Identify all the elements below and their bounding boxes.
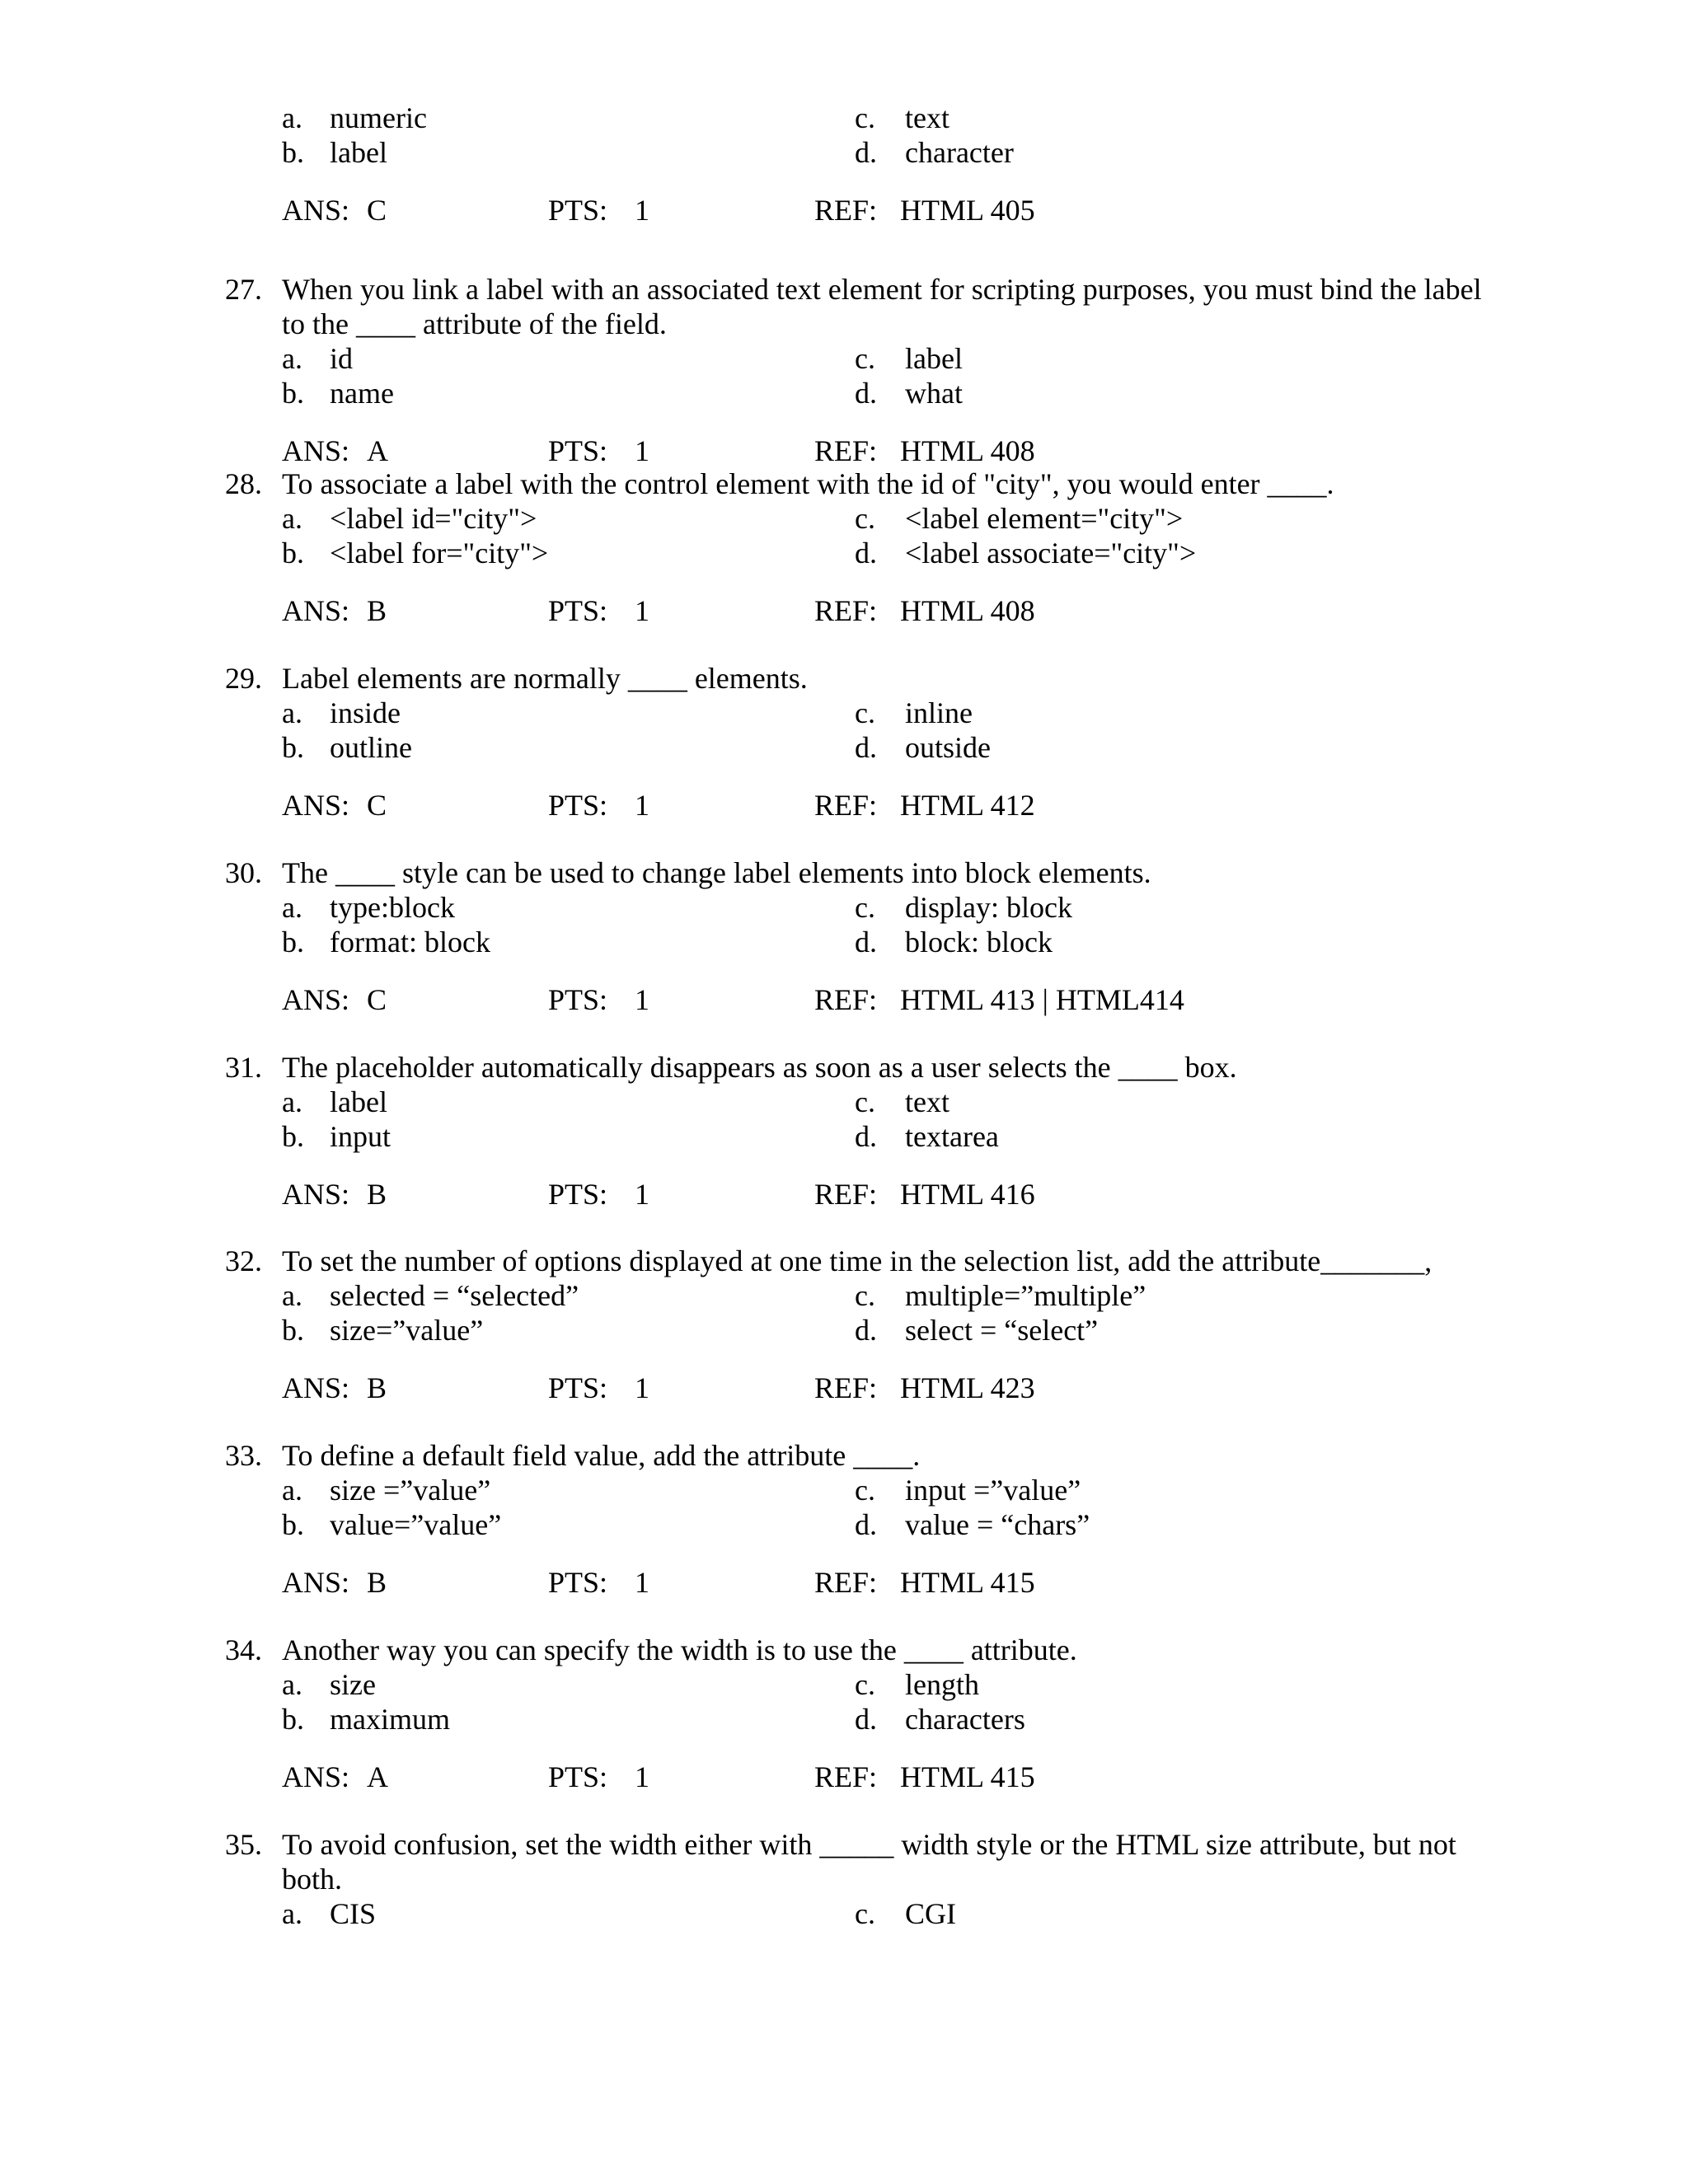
option-letter: c. [855, 1279, 875, 1312]
reference-label: REF: [814, 194, 878, 227]
option-text: value=”value” [330, 1508, 502, 1541]
option-text: type:block [330, 891, 455, 924]
points-label: PTS: [548, 1760, 608, 1793]
answer-label: ANS: [282, 434, 350, 467]
reference-value: HTML 415 [900, 1566, 1035, 1599]
option-text: format: block [330, 926, 490, 958]
option-text: id [330, 342, 354, 375]
answer-value: A [367, 434, 388, 467]
points-label: PTS: [548, 194, 608, 227]
reference-value: HTML 405 [900, 194, 1035, 227]
points-label: PTS: [548, 789, 608, 822]
question-stem-line: The placeholder automatically disappears as soon as a user selects the ____ box. [282, 1051, 1237, 1084]
points-label: PTS: [548, 1566, 608, 1599]
answer-label: ANS: [282, 594, 350, 627]
option-letter: a. [282, 1474, 302, 1507]
answer-label: ANS: [282, 1178, 350, 1211]
option-text: <label element="city"> [905, 502, 1184, 535]
reference-label: REF: [814, 434, 878, 467]
option-letter: d. [855, 377, 877, 410]
option-text: <label associate="city"> [905, 537, 1197, 569]
option-text: characters [905, 1703, 1025, 1736]
option-letter: a. [282, 342, 302, 375]
option-letter: b. [282, 731, 304, 764]
option-text: size=”value” [330, 1314, 484, 1347]
question-stem-line: To associate a label with the control element with the id of "city", you would enter ____. [282, 467, 1334, 500]
reference-label: REF: [814, 789, 878, 822]
option-text: display: block [905, 891, 1072, 924]
points-value: 1 [635, 194, 649, 227]
option-text: <label id="city"> [330, 502, 537, 535]
answer-value: A [367, 1760, 388, 1793]
option-letter: b. [282, 136, 304, 169]
points-value: 1 [635, 1178, 649, 1211]
reference-label: REF: [814, 1566, 878, 1599]
question-stem-line: When you link a label with an associated text element for scripting purposes, you must bind the label [282, 273, 1482, 306]
option-letter: b. [282, 1508, 304, 1541]
question-number: 34. [225, 1633, 262, 1666]
points-value: 1 [635, 594, 649, 627]
option-letter: a. [282, 101, 302, 134]
reference-value: HTML 423 [900, 1371, 1035, 1404]
reference-label: REF: [814, 983, 878, 1016]
option-letter: c. [855, 1897, 875, 1930]
option-text: select = “select” [905, 1314, 1099, 1347]
option-text: <label for="city"> [330, 537, 549, 569]
option-text: outside [905, 731, 991, 764]
option-letter: c. [855, 1085, 875, 1118]
points-label: PTS: [548, 1178, 608, 1211]
option-letter: b. [282, 1703, 304, 1736]
answer-value: B [367, 1371, 387, 1404]
answer-label: ANS: [282, 194, 350, 227]
answer-label: ANS: [282, 1566, 350, 1599]
option-letter: a. [282, 1279, 302, 1312]
question-number: 35. [225, 1828, 262, 1861]
option-letter: c. [855, 696, 875, 729]
answer-label: ANS: [282, 1371, 350, 1404]
option-text: name [330, 377, 394, 410]
option-text: length [905, 1668, 979, 1701]
question-number: 27. [225, 273, 262, 306]
reference-value: HTML 415 [900, 1760, 1035, 1793]
reference-value: HTML 408 [900, 434, 1035, 467]
option-letter: b. [282, 1314, 304, 1347]
option-letter: a. [282, 696, 302, 729]
option-text: block: block [905, 926, 1053, 958]
option-letter: b. [282, 926, 304, 958]
option-text: numeric [330, 101, 427, 134]
points-label: PTS: [548, 1371, 608, 1404]
option-letter: a. [282, 891, 302, 924]
points-label: PTS: [548, 983, 608, 1016]
reference-label: REF: [814, 1178, 878, 1211]
answer-label: ANS: [282, 983, 350, 1016]
option-letter: b. [282, 537, 304, 569]
answer-value: C [367, 789, 387, 822]
question-stem-line: To define a default field value, add the attribute ____. [282, 1439, 921, 1472]
reference-value: HTML 416 [900, 1178, 1035, 1211]
reference-value: HTML 408 [900, 594, 1035, 627]
option-text: textarea [905, 1120, 999, 1153]
option-letter: d. [855, 136, 877, 169]
question-number: 33. [225, 1439, 262, 1472]
reference-value: HTML 412 [900, 789, 1035, 822]
option-text: label [330, 1085, 387, 1118]
option-text: maximum [330, 1703, 450, 1736]
question-stem-line: Label elements are normally ____ elements. [282, 662, 808, 695]
option-text: label [330, 136, 387, 169]
option-text: text [905, 101, 950, 134]
option-text: value = “chars” [905, 1508, 1090, 1541]
question-stem-line: both. [282, 1863, 343, 1896]
points-value: 1 [635, 434, 649, 467]
option-text: text [905, 1085, 950, 1118]
option-text: input =”value” [905, 1474, 1081, 1507]
question-stem-line: To set the number of options displayed at one time in the selection list, add the attribute_______, [282, 1244, 1432, 1277]
option-letter: d. [855, 926, 877, 958]
answer-value: B [367, 1178, 387, 1211]
option-letter: a. [282, 1668, 302, 1701]
question-number: 31. [225, 1051, 262, 1084]
option-text: inline [905, 696, 973, 729]
option-text: selected = “selected” [330, 1279, 579, 1312]
option-text: multiple=”multiple” [905, 1279, 1146, 1312]
option-letter: c. [855, 101, 875, 134]
option-text: CGI [905, 1897, 956, 1930]
option-letter: d. [855, 1508, 877, 1541]
points-value: 1 [635, 789, 649, 822]
option-text: outline [330, 731, 412, 764]
option-letter: d. [855, 731, 877, 764]
option-letter: c. [855, 891, 875, 924]
answer-value: B [367, 1566, 387, 1599]
option-text: label [905, 342, 963, 375]
answer-label: ANS: [282, 1760, 350, 1793]
points-value: 1 [635, 1760, 649, 1793]
answer-value: C [367, 194, 387, 227]
option-text: inside [330, 696, 401, 729]
question-stem-line: Another way you can specify the width is to use the ____ attribute. [282, 1633, 1077, 1666]
option-text: what [905, 377, 963, 410]
points-value: 1 [635, 983, 649, 1016]
question-number: 32. [225, 1244, 262, 1277]
question-stem-line: to the ____ attribute of the field. [282, 307, 667, 340]
answer-value: C [367, 983, 387, 1016]
question-number: 28. [225, 467, 262, 500]
reference-label: REF: [814, 594, 878, 627]
option-letter: b. [282, 377, 304, 410]
points-label: PTS: [548, 594, 608, 627]
option-letter: d. [855, 1120, 877, 1153]
option-text: character [905, 136, 1014, 169]
question-number: 29. [225, 662, 262, 695]
question-stem-line: To avoid confusion, set the width either with _____ width style or the HTML size attribute, but not [282, 1828, 1456, 1861]
option-letter: b. [282, 1120, 304, 1153]
option-text: size [330, 1668, 376, 1701]
option-letter: d. [855, 1314, 877, 1347]
reference-value: HTML 413 | HTML414 [900, 983, 1184, 1016]
option-letter: c. [855, 502, 875, 535]
points-label: PTS: [548, 434, 608, 467]
answer-value: B [367, 594, 387, 627]
option-text: input [330, 1120, 392, 1153]
reference-label: REF: [814, 1760, 878, 1793]
option-letter: a. [282, 1897, 302, 1930]
points-value: 1 [635, 1566, 649, 1599]
option-letter: d. [855, 537, 877, 569]
question-stem-line: The ____ style can be used to change label elements into block elements. [282, 856, 1151, 889]
reference-label: REF: [814, 1371, 878, 1404]
option-letter: a. [282, 502, 302, 535]
option-text: CIS [330, 1897, 377, 1930]
option-letter: c. [855, 1668, 875, 1701]
option-letter: a. [282, 1085, 302, 1118]
option-letter: c. [855, 342, 875, 375]
option-letter: c. [855, 1474, 875, 1507]
option-text: size =”value” [330, 1474, 491, 1507]
points-value: 1 [635, 1371, 649, 1404]
question-number: 30. [225, 856, 262, 889]
answer-label: ANS: [282, 789, 350, 822]
option-letter: d. [855, 1703, 877, 1736]
